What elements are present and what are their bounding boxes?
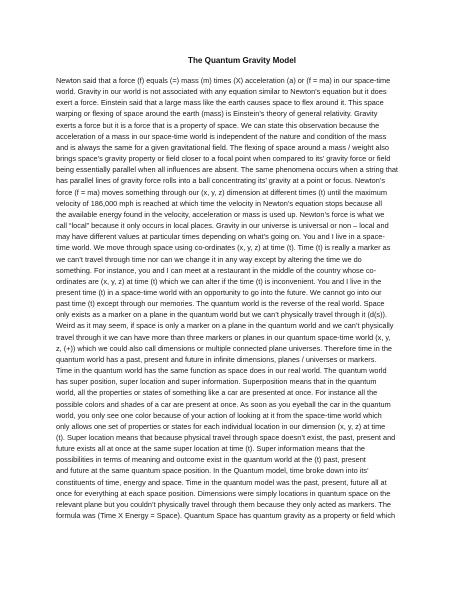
body-line: constituents of time, energy and space. Time in the quantum model was the past, present, future all at bbox=[56, 477, 387, 487]
body-line: ordinates are (x, y, z) at time (t) which we can alter if the time (t) is inconvenient. You and I live in the bbox=[56, 276, 382, 286]
body-line: only exists as a marker on a plane in the quantum world but we can’t physically travel through it (d(s)). bbox=[56, 310, 388, 320]
body-line: world, all the properties or states of something like a car are presented at once. For instance all the bbox=[56, 388, 378, 398]
body-line: may have different values at particular times depending on what’s going on. You and I live in a space- bbox=[56, 232, 385, 242]
body-line: world, you only see one color because of your action of looking at it from the space-time world which bbox=[56, 410, 382, 420]
body-line: Weird as it may seem, if space is only a marker on a plane in the quantum world and we can’t physically bbox=[56, 321, 394, 331]
body-line: and is always the same for a given gravitational field. The flexing of space around a mass / weight also bbox=[56, 142, 389, 152]
body-line: Time in the quantum world has the same function as space does in our real world. The quantum world bbox=[56, 366, 387, 376]
body-line: past time (t) except through our memories. The quantum world is the reverse of the real world. Space bbox=[56, 299, 385, 309]
body-line: force (f = ma) moves something through our (x, y, z) dimension at different times (t) until the maximum bbox=[56, 187, 387, 197]
body-line: the available energy found in the velocity, acceleration or mass is used up. Newton’s force is what we bbox=[56, 209, 385, 219]
body-line: quantum world has a past, present and future in infinite dimensions, planes / universes or markers. bbox=[56, 354, 377, 364]
body-line: has super position, super location and super information. Superposition means that in the quantum bbox=[56, 377, 377, 387]
body-line: relevant plane but you couldn’t physically travel through them because they only acted as markers. The bbox=[56, 499, 392, 509]
body-line: has parallel lines of gravity force rolls into a ball concentrating its’ gravity at a point or focus. Newton’s bbox=[56, 176, 385, 186]
body-line: time world. We move through space using co-ordinates (x, y, z) at time (t). Time (t) is really a marker as bbox=[56, 243, 391, 253]
body-line: once for everything at each space position. Dimensions were simply locations in quantum space on the bbox=[56, 488, 391, 498]
body-line: brings space’s gravity property or field closer to a focal point when compared to its’ gravity force or field bbox=[56, 154, 391, 164]
body-line: future exists all at once at the same super location at time (t). Super information means that the bbox=[56, 444, 366, 454]
body-line: something. For instance, you and I can meet at a restaurant in the middle of the country whose co- bbox=[56, 265, 377, 275]
body-line: (t). Super location means that because physical travel through space doesn’t exist, the past, present and bbox=[56, 433, 396, 442]
body-line: possibilities in terms of meaning and outcome exist in the quantum world at the (t) past, present bbox=[56, 455, 366, 465]
body-line: call “local” because it only occurs in local places. Gravity in our universe is universal or non – local and bbox=[56, 221, 389, 231]
body-line: warping or flexing of space around the earth (mass) is Einstein’s theory of general relativity. Gravity bbox=[56, 109, 378, 119]
body-line: Newton said that a force (f) equals (=) mass (m) times (X) acceleration (a) or (f = ma) in our space-time bbox=[56, 76, 391, 85]
body-line: exerts a force but it is a force that is a property of space. We can state this observation because the bbox=[56, 120, 380, 130]
body-line: formula was (Time X Energy = Space). Quantum Space has quantum gravity as a property or field which bbox=[56, 511, 396, 521]
body-line: only allows one set of properties or states for each individual location in our dimension (x, y, z) at time bbox=[56, 421, 386, 431]
body-paragraph bbox=[56, 75, 428, 521]
body-line: velocity of 186,000 mph is reached at which time the velocity in Newton’s equation stops because all bbox=[56, 198, 383, 208]
body-line: present time (t) in a space-time world with an opportunity to go into the future. We cannot go into our bbox=[56, 287, 382, 297]
document-title: The Quantum Gravity Model bbox=[188, 56, 296, 65]
body-line: travel through it we can have more than three markers or planes in our quantum space-time world (x, y, bbox=[56, 332, 391, 342]
body-line: acceleration of a mass in our space-time world is independent of the nature and condition of the mass bbox=[56, 131, 387, 141]
body-line: possible colors and shades of a car are present at once. As soon as you eyeball the car in the quantum bbox=[56, 399, 391, 409]
body-line: z, (+)) which we could also call dimensions or multiple connected plane universes. Therefore time in the bbox=[56, 343, 393, 353]
body-line: we can’t travel through time nor can we change it in any way except by altering the time we do bbox=[56, 254, 362, 264]
body-line: exert a force. Einstein said that a large mass like the earth causes space to flex around it. This space bbox=[56, 98, 384, 108]
body-line: being essentially parallel when all influences are absent. The same phenomena occurs when a string that bbox=[56, 165, 398, 175]
body-line: world. Gravity in our world is not associated with any equation similar to Newton’s equation but it does bbox=[56, 87, 387, 97]
body-line: and future at the same quantum space position. In the Quantum model, time broke down into its’ bbox=[56, 466, 369, 476]
